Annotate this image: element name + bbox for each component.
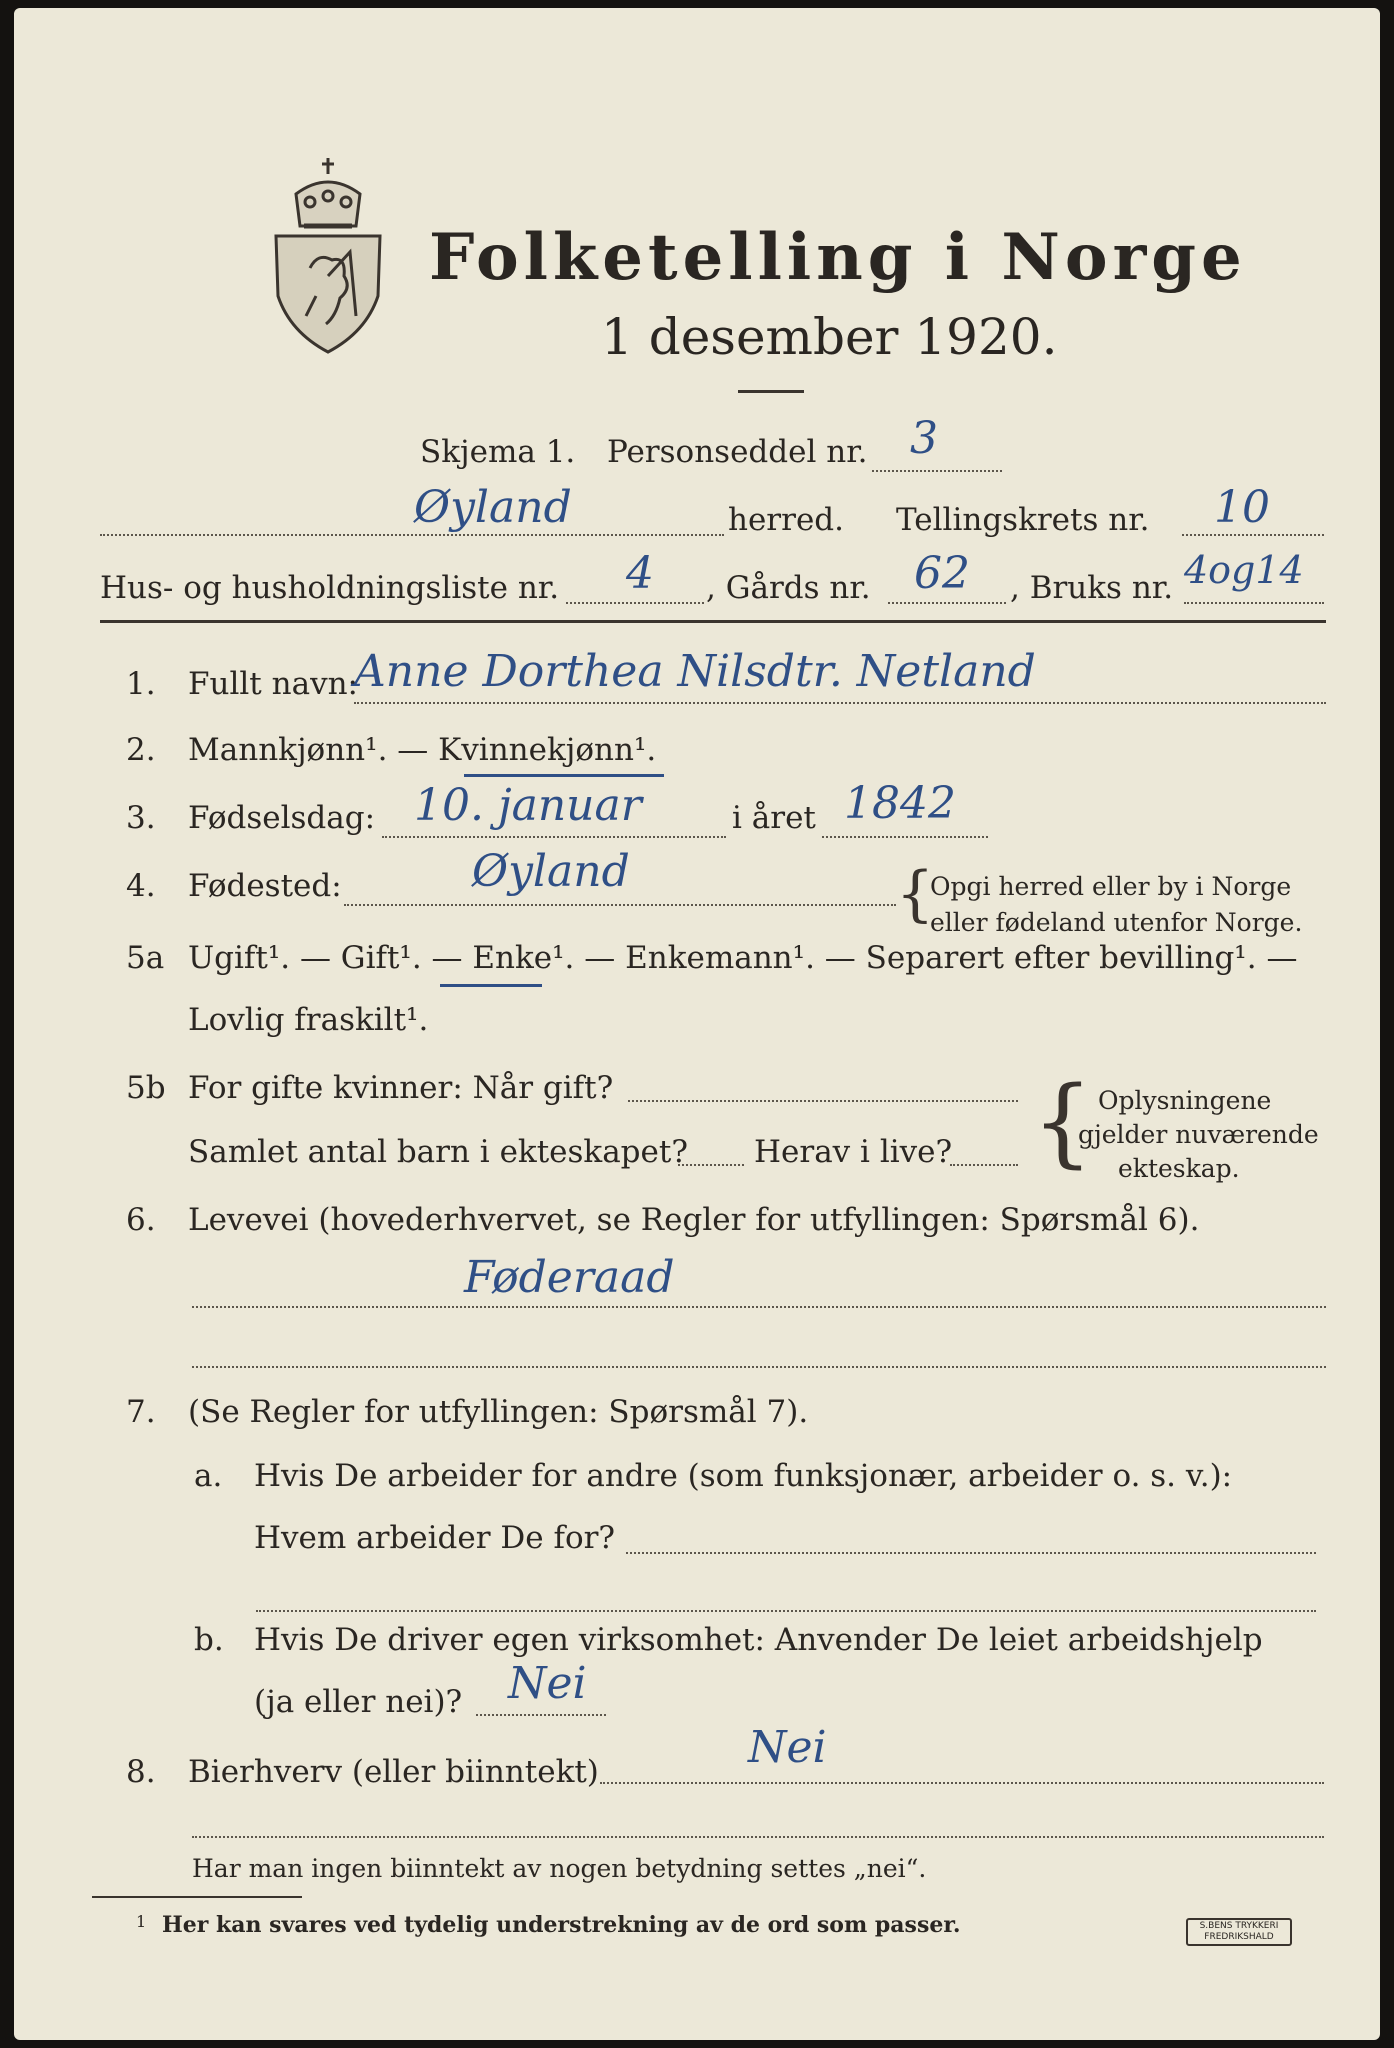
bruks-label: , Bruks nr. (1010, 570, 1174, 606)
herred-label: herred. (728, 502, 844, 538)
q4-line (344, 904, 896, 906)
children-total-line (678, 1164, 744, 1166)
q7b-answer-line (476, 1714, 606, 1716)
livelihood-value[interactable]: Føderaad (464, 1252, 675, 1303)
q6-line2 (192, 1366, 1326, 1368)
q8-line2 (192, 1836, 1324, 1838)
q5a-number: 5a (126, 940, 165, 976)
q7a-line1: Hvis De arbeider for andre (som funksjonær, arbeider o. s. v.): (254, 1458, 1233, 1494)
children-alive-line (950, 1164, 1018, 1166)
q7a-answer-line2 (256, 1610, 1316, 1612)
q7a-letter: a. (194, 1458, 223, 1494)
q5b-note-line2: gjelder nuværende (1078, 1120, 1319, 1149)
footnote-divider (92, 1896, 302, 1898)
bruks-line (1184, 602, 1324, 604)
header-divider (100, 620, 1326, 623)
year-line (822, 836, 988, 838)
children-alive-label: Herav i live? (754, 1134, 953, 1170)
title-divider (738, 390, 804, 393)
bruks-value[interactable]: 4og14 (1184, 548, 1304, 592)
q4-note-line2: eller fødeland utenfor Norge. (930, 908, 1303, 937)
q5b-brace: { (1032, 1066, 1094, 1178)
birthday-value[interactable]: 10. januar (414, 780, 642, 831)
herred-line (100, 534, 724, 536)
husholdningsliste-value[interactable]: 4 (626, 548, 654, 599)
q7a-answer-line1 (626, 1552, 1316, 1554)
q3-line (382, 836, 726, 838)
skjema-label: Skjema 1. (420, 434, 576, 470)
sex-options: Mannkjønn¹. — Kvinnekjønn¹. (188, 732, 657, 768)
q5b-number: 5b (126, 1070, 166, 1106)
q3-number: 3. (126, 800, 156, 836)
married-when-line (628, 1100, 1018, 1102)
herred-value[interactable]: Øyland (414, 482, 572, 533)
hired-help-value[interactable]: Nei (508, 1658, 587, 1709)
q4-label: Fødested: (188, 868, 342, 904)
q6-number: 6. (126, 1202, 156, 1238)
footnote-mark: 1 (136, 1912, 147, 1931)
husholdningsliste-line (566, 602, 704, 604)
full-name-value[interactable]: Anne Dorthea Nilsdtr. Netland (354, 646, 1036, 697)
q1-number: 1. (126, 666, 156, 702)
q4-brace: { (896, 859, 935, 929)
q7-label: (Se Regler for utfyllingen: Spørsmål 7). (188, 1394, 809, 1430)
q7-number: 7. (126, 1394, 156, 1430)
year-label: i året (732, 800, 816, 836)
tellingskrets-label: Tellingskrets nr. (896, 502, 1150, 538)
personseddel-line (872, 470, 1002, 472)
q3-label: Fødselsdag: (188, 800, 376, 836)
q6-line1 (192, 1306, 1326, 1308)
married-when-label: For gifte kvinner: Når gift? (188, 1070, 614, 1106)
coat-of-arms-icon (266, 156, 390, 356)
birthplace-value[interactable]: Øyland (472, 846, 630, 897)
marital-options-line1: Ugift¹. — Gift¹. — Enke¹. — Enkemann¹. — Separert efter bevilling¹. — (188, 940, 1298, 976)
printer-stamp: S.BENS TRYKKERI FREDRIKSHALD (1186, 1918, 1292, 1946)
gards-value[interactable]: 62 (914, 548, 970, 599)
q5b-note-line1: Oplysningene (1098, 1086, 1272, 1115)
gards-line (888, 602, 1006, 604)
birth-year-value[interactable]: 1842 (844, 778, 956, 829)
side-income-value[interactable]: Nei (748, 1722, 827, 1773)
census-date: 1 desember 1920. (601, 308, 1058, 366)
q8-line1 (600, 1782, 1324, 1784)
footnote-text: Her kan svares ved tydelig understrekning av de ord som passer. (162, 1912, 961, 1938)
q7b-letter: b. (194, 1622, 224, 1658)
personseddel-value[interactable]: 3 (910, 413, 938, 464)
q6-label: Levevei (hovederhvervet, se Regler for utfyllingen: Spørsmål 6). (188, 1202, 1200, 1238)
tellingskrets-line (1182, 534, 1324, 536)
q1-line (354, 702, 1326, 704)
children-total-label: Samlet antal barn i ekteskapet? (188, 1134, 688, 1170)
kvinnekjonn-underline (464, 774, 664, 777)
husholdningsliste-label: Hus- og husholdningsliste nr. (100, 570, 560, 606)
q2-number: 2. (126, 732, 156, 768)
q5b-note-line3: ekteskap. (1118, 1154, 1240, 1183)
census-form-page (14, 8, 1380, 2040)
enke-underline (440, 984, 542, 987)
personseddel-label: Personseddel nr. (607, 434, 868, 470)
q1-label: Fullt navn: (188, 666, 358, 702)
q4-note-line1: Opgi herred eller by i Norge (930, 872, 1292, 901)
q7a-line2: Hvem arbeider De for? (254, 1520, 616, 1556)
q7b-line2: (ja eller nei)? (254, 1684, 463, 1720)
q8-number: 8. (126, 1754, 156, 1790)
gards-label: , Gårds nr. (706, 570, 871, 606)
biinntekt-note: Har man ingen biinntekt av nogen betydning settes „nei“. (192, 1854, 927, 1883)
tellingskrets-value[interactable]: 10 (1214, 482, 1270, 533)
marital-options-line2: Lovlig fraskilt¹. (188, 1002, 429, 1038)
q4-number: 4. (126, 868, 156, 904)
form-title: Folketelling i Norge (429, 220, 1247, 295)
q7b-line1: Hvis De driver egen virksomhet: Anvender De leiet arbeidshjelp (254, 1622, 1263, 1658)
q8-label: Bierhverv (eller biinntekt) (188, 1754, 599, 1790)
